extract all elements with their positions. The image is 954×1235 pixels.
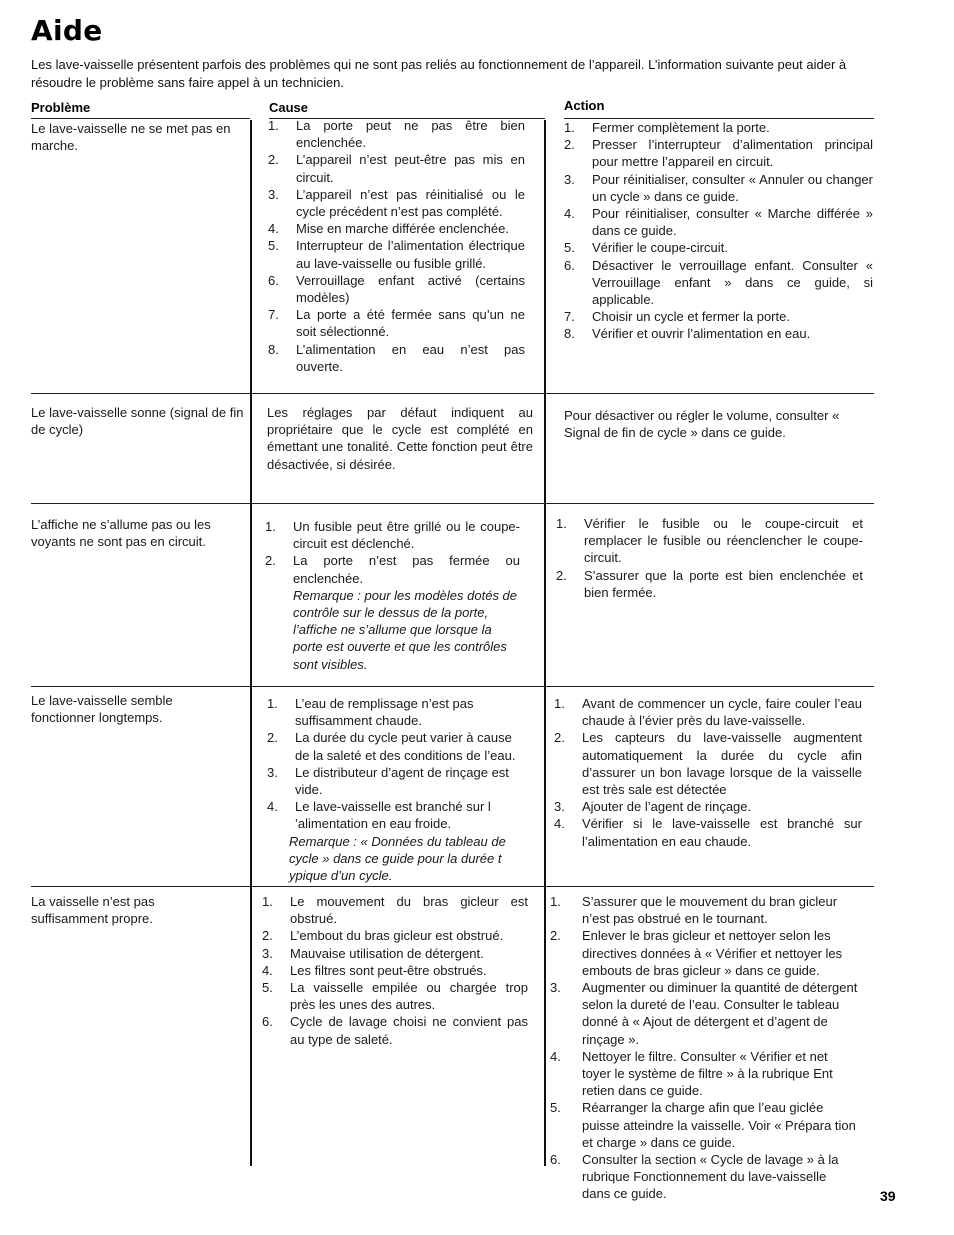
action-cell	[550, 893, 858, 1203]
list-item: 5. La vaisselle empilée ou chargée trop près les unes des autres.	[262, 980, 528, 1013]
list-item: 4. Les filtres sont peut-être obstrués.	[262, 962, 487, 978]
cause-cell	[267, 695, 523, 884]
list-item: 4. Mise en marche différée enclenchée.	[268, 221, 509, 237]
list-item: 1. Avant de commencer un cycle, faire couler l’eau chaude à l’évier près du lave-vaisselle.	[554, 696, 862, 729]
list-item: 2. L’appareil n’est peut-être pas mis en circuit.	[268, 152, 525, 185]
problem-cell: Le lave-vaisselle semble fonctionner longtemps.	[31, 693, 173, 726]
page-title: Aide	[31, 14, 103, 47]
list-item: 4. Nettoyer le filtre. Consulter « Vérifier et net toyer le système de filtre » à la rubrique Ent retien dans ce guide.	[550, 1048, 833, 1099]
list-item: 1. Fermer complètement la porte.	[564, 120, 770, 135]
list-item: 5. Réarranger la charge afin que l’eau giclée puisse atteindre la vaisselle. Voir « Prépara tion et charge » dans ce guide.	[550, 1100, 856, 1150]
list-item: 1. La porte peut ne pas être bien enclenchée.	[268, 118, 525, 151]
row-divider	[31, 393, 874, 394]
list-item: 2. La durée du cycle peut varier à cause de la saleté et des conditions de l’eau.	[267, 730, 516, 763]
cause-cell	[265, 518, 520, 673]
cause-note: Remarque : « Données du tableau de cycle » dans ce guide pour la durée t ypique d’un cycle.	[289, 833, 506, 884]
list-item: 5. Interrupteur de l’alimentation électrique au lave-vaisselle ou fusible grillé.	[268, 238, 525, 271]
list-item: 4. Vérifier si le lave-vaisselle est branché sur l’alimentation en eau chaude.	[554, 816, 862, 849]
list-item: 2. Les capteurs du lave-vaisselle augmentent automatiquement la durée du cycle afin d’assurer un bon lavage lorsque de la vaisselle est très sale est détectée	[554, 730, 862, 798]
list-item: 1. Vérifier le fusible ou le coupe-circuit et remplacer le fusible ou réenclencher le coupe-circuit.	[556, 516, 863, 566]
column-divider-2	[544, 120, 546, 1166]
list-item: 1. Le mouvement du bras gicleur est obstrué.	[262, 894, 528, 927]
list-item: 8. Vérifier et ouvrir l’alimentation en eau.	[564, 326, 811, 342]
header-action: Action	[564, 98, 605, 113]
cause-cell	[262, 893, 528, 1048]
list-item: 3. Mauvaise utilisation de détergent.	[262, 945, 484, 961]
list-item: 1. L’eau de remplissage n’est pas suffisamment chaude.	[267, 696, 474, 729]
header-problem: Problème	[31, 100, 91, 115]
cause-note: Remarque : pour les modèles dotés de contrôle sur le dessus de la porte, l’affiche ne s’allume que lorsque la porte est ouverte et que les contrôles sont visibles.	[293, 587, 518, 672]
list-item: 3. Augmenter ou diminuer la quantité de détergent selon la dureté de l’eau. Consulter le tableau donné à « Ajout de détergent et d’agent de rinçage ».	[550, 980, 858, 1047]
list-item: 1. Un fusible peut être grillé ou le coupe-circuit est déclenché.	[265, 519, 520, 552]
list-item: 3. Ajouter de l’agent de rinçage.	[554, 799, 752, 815]
list-item: 2. La porte n’est pas fermée ou enclenchée.	[265, 553, 520, 586]
column-divider-1	[250, 120, 252, 1166]
intro-paragraph: Les lave-vaisselle présentent parfois des problèmes qui ne sont pas reliés au fonctionnement de l’appareil. L’information suivante peut aider à résoudre le problème sans faire appel à un technicien.	[31, 57, 847, 90]
list-item: 2. L’embout du bras gicleur est obstrué.	[262, 928, 504, 944]
action-cell	[554, 695, 862, 850]
row-divider	[31, 503, 874, 504]
list-item: 6. Cycle de lavage choisi ne convient pas au type de saleté.	[262, 1014, 528, 1047]
cause-cell: Les réglages par défaut indiquent au propriétaire que le cycle est complété en émettant une tonalité. Cette fonction peut être désactivée, si désirée.	[267, 405, 533, 472]
list-item: 4. Pour réinitialiser, consulter « Marche différée » dans ce guide.	[564, 206, 873, 239]
list-item: 6. Verrouillage enfant activé (certains modèles)	[268, 272, 525, 306]
list-item: 6. Consulter la section « Cycle de lavage » à la rubrique Fonctionnement du lave-vaisselle dans ce guide.	[550, 1152, 839, 1202]
problem-cell: Le lave-vaisselle sonne (signal de fin de cycle)	[31, 405, 244, 438]
list-item: 4. Le lave-vaisselle est branché sur l ’alimentation en eau froide.	[267, 799, 491, 832]
list-item: 8. L’alimentation en eau n’est pas ouverte.	[268, 341, 525, 374]
list-item: 2. Presser l’interrupteur d’alimentation principal pour mettre l’appareil en circuit.	[564, 137, 873, 170]
list-item: 7. Choisir un cycle et fermer la porte.	[564, 309, 790, 325]
action-cell	[556, 515, 863, 601]
list-item: 1. S’assurer que le mouvement du bran gicleur n’est pas obstrué en le tournant.	[550, 894, 838, 927]
problem-cell: La vaisselle n’est pas suffisamment propre.	[31, 894, 155, 927]
cause-cell	[268, 117, 525, 375]
page-number: 39	[880, 1188, 896, 1204]
list-item: 3. L’appareil n’est pas réinitialisé ou le cycle précédent n’est pas complété.	[268, 186, 525, 220]
header-rule-problem	[31, 118, 250, 119]
problem-cell: Le lave-vaisselle ne se met pas en marche.	[31, 121, 231, 154]
problem-cell: L’affiche ne s’allume pas ou les voyants ne sont pas en circuit.	[31, 517, 211, 550]
list-item: 3. Pour réinitialiser, consulter « Annuler ou changer un cycle » dans ce guide.	[564, 171, 873, 204]
list-item: 5. Vérifier le coupe-circuit.	[564, 240, 728, 256]
list-item: 2. S’assurer que la porte est bien enclenchée et bien fermée.	[556, 567, 863, 600]
list-item: 2. Enlever le bras gicleur et nettoyer selon les directives données à « Vérifier et nettoyer les embouts de bras gicleur » dans ce guide.	[550, 928, 843, 978]
action-cell	[564, 119, 873, 343]
row-divider	[31, 886, 874, 887]
list-item: 3. Le distributeur d’agent de rinçage est vide.	[267, 764, 509, 798]
header-cause: Cause	[269, 100, 309, 115]
action-cell: Pour désactiver ou régler le volume, consulter « Signal de fin de cycle » dans ce guide.	[564, 408, 840, 441]
list-item: 7. La porte a été fermée sans qu’un ne soit sélectionné.	[268, 307, 525, 340]
row-divider	[31, 686, 874, 687]
list-item: 6. Désactiver le verrouillage enfant. Consulter « Verrouillage enfant » dans ce guide, si applicable.	[564, 257, 873, 308]
